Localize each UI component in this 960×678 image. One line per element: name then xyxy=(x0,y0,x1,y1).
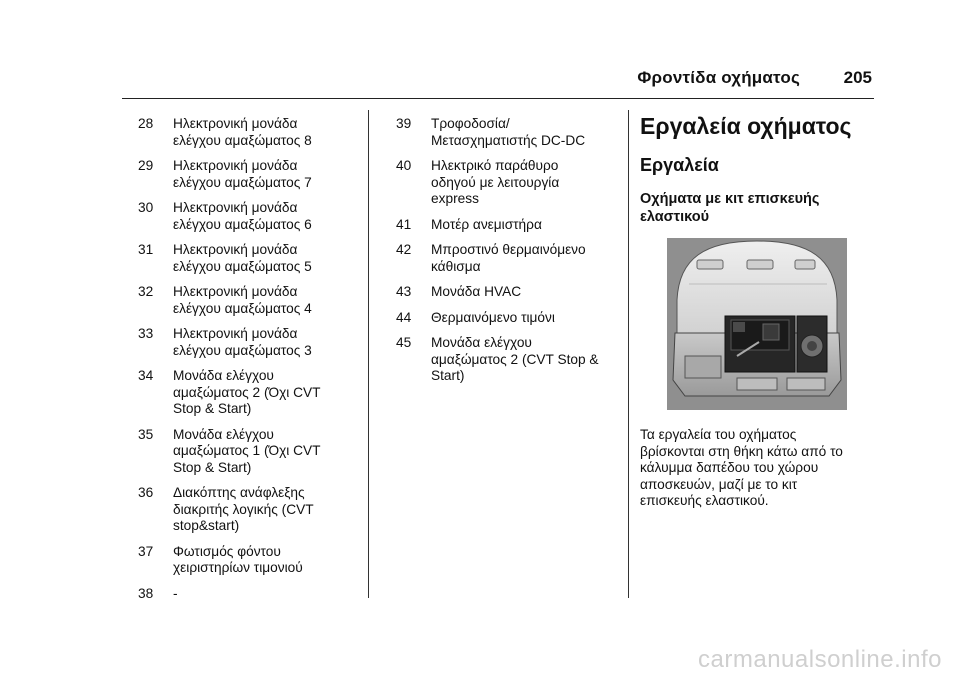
list-item xyxy=(138,544,360,577)
list-item xyxy=(396,242,621,275)
list-item xyxy=(138,586,360,603)
header-title: Φροντίδα οχήματος xyxy=(637,68,800,87)
item-number: 43 xyxy=(396,284,412,299)
fuse-list-column-2 xyxy=(396,116,621,394)
item-text: Μοτέρ ανεμιστήρα xyxy=(431,216,542,232)
item-number: 44 xyxy=(396,309,412,325)
list-item xyxy=(138,242,360,275)
list-item xyxy=(396,335,621,385)
list-item xyxy=(138,485,360,535)
list-item xyxy=(138,427,360,477)
column-divider xyxy=(628,110,629,598)
item-number: 41 xyxy=(396,216,412,232)
item-number: 39 xyxy=(396,116,412,131)
column-divider xyxy=(368,110,369,598)
body-paragraph: Τα εργαλεία του οχήματος βρίσκονται στη θήκη κάτω από το κάλυμμα δαπέδου του χώρου αποσκευών, μαζί με το κιτ επισκευής ελαστικού. xyxy=(640,427,843,508)
list-item xyxy=(396,310,621,327)
item-text: Μονάδα ελέγχου αμαξώματος 1 (Όχι CVT Stop & Start) xyxy=(173,426,321,475)
tools-section xyxy=(640,112,880,226)
item-number: 29 xyxy=(138,158,154,173)
item-text: Θερμαινόμενο τιμόνι xyxy=(431,309,555,325)
fuse-list-column-1 xyxy=(138,116,360,611)
list-item xyxy=(138,200,360,233)
list-item xyxy=(396,158,621,208)
list-item xyxy=(138,284,360,317)
section-heading: Εργαλεία οχήματος xyxy=(640,113,852,139)
item-number: 36 xyxy=(138,485,154,500)
item-number: 45 xyxy=(396,335,412,350)
item-number: 35 xyxy=(138,426,154,442)
item-text: Ηλεκτρονική μονάδα ελέγχου αμαξώματος 7 xyxy=(173,158,312,190)
item-text: Μονάδα HVAC xyxy=(431,284,522,299)
item-text: Ηλεκτρονική μονάδα ελέγχου αμαξώματος 6 xyxy=(173,200,312,232)
item-number: 31 xyxy=(138,242,154,257)
item-text: Ηλεκτρονική μονάδα ελέγχου αμαξώματος 3 xyxy=(173,326,312,358)
item-text: - xyxy=(173,585,178,601)
subsection-heading: Εργαλεία xyxy=(640,155,719,175)
page-number: 205 xyxy=(843,68,872,87)
item-text: Μονάδα ελέγχου αμαξώματος 2 (Όχι CVT Stop & Start) xyxy=(173,368,321,416)
item-number: 33 xyxy=(138,326,154,341)
item-text: Ηλεκτρικό παράθυρο οδηγού με λειτουργία express xyxy=(431,158,560,206)
header-rule xyxy=(122,98,874,99)
item-text: Ηλεκτρονική μονάδα ελέγχου αμαξώματος 5 xyxy=(173,242,312,274)
list-item xyxy=(396,284,621,301)
list-item xyxy=(138,158,360,191)
item-text: Μονάδα ελέγχου αμαξώματος 2 (CVT Stop & Start) xyxy=(431,335,599,383)
item-text: Ηλεκτρονική μονάδα ελέγχου αμαξώματος 4 xyxy=(173,284,312,316)
item-number: 34 xyxy=(138,368,154,383)
item-number: 38 xyxy=(138,585,154,601)
item-text: Φωτισμός φόντου χειριστηρίων τιμονιού xyxy=(173,543,303,575)
list-item xyxy=(138,368,360,418)
item-number: 28 xyxy=(138,116,154,131)
list-item xyxy=(396,116,621,149)
item-text: Μπροστινό θερμαινόμενο κάθισμα xyxy=(431,242,586,274)
item-text: Διακόπτης ανάφλεξης διακριτής λογικής (CVT stop&start) xyxy=(173,485,314,533)
list-item xyxy=(138,326,360,359)
item-number: 30 xyxy=(138,200,154,215)
item-text: Τροφοδοσία/ Μετασχηματιστής DC-DC xyxy=(431,116,586,148)
item-text: Ηλεκτρονική μονάδα ελέγχου αμαξώματος 8 xyxy=(173,116,312,148)
item-number: 42 xyxy=(396,242,412,257)
list-item xyxy=(396,217,621,234)
sub-subsection-heading: Οχήματα με κιτ επισκευής ελαστικού xyxy=(640,191,820,225)
list-item xyxy=(138,116,360,149)
watermark: carmanualsonline.info xyxy=(698,646,942,673)
tool-compartment-illustration xyxy=(667,238,847,410)
item-number: 40 xyxy=(396,158,412,173)
item-number: 37 xyxy=(138,543,154,559)
item-number: 32 xyxy=(138,284,154,299)
